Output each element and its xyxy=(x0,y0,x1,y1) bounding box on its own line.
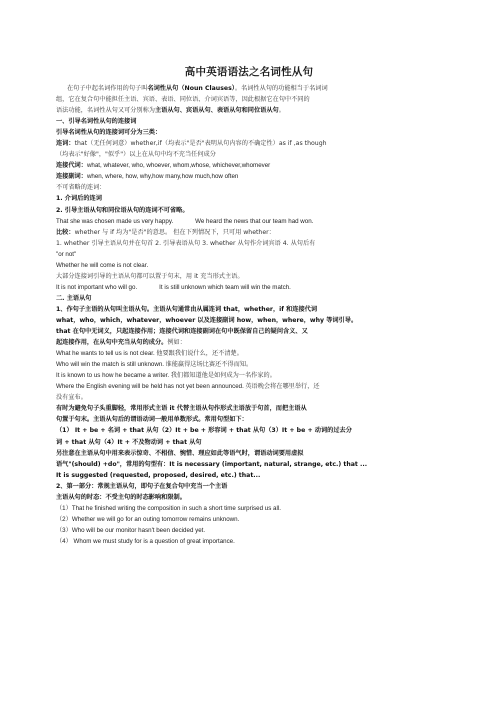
pattern-line-1: （1） It + be + 名词 + that 从句（2）It + be + 形容词 + that 从句（3）It + be + 动词的过去分 xyxy=(56,427,352,435)
pronoun-text: what, whatever, who, whoever, whom,whose, whichever,whomever xyxy=(86,162,271,170)
section-1-heading: 一、引导名词性从句的连接词 xyxy=(56,118,137,126)
example-6-zh: 谁能赢得这场比赛还不得而知。 xyxy=(165,361,253,369)
numbered-example-2: （2）Whether we will go for an outing tomorrow remains unknown. xyxy=(56,515,240,523)
example-6-en: Who will win the match is still unknown. xyxy=(56,361,164,369)
example-4a: It is not important who will go. xyxy=(56,283,138,291)
example-line-3: 大部分连接词引导的主语从句都可以置于句末，用 it 充当形式主语。 xyxy=(56,272,244,280)
section-2-line-2: what，who，which，whatever，whoever 以及连接副词 how，when，where，why 等词引导。 xyxy=(56,316,358,324)
clause-types: 主语从句、宾语从句、表语从句和同位语从句 xyxy=(155,107,279,115)
example-5-zh: 他要跟我们说什么，还不清楚。 xyxy=(156,350,243,358)
section-2-heading: 二. 主语从句 xyxy=(56,294,92,302)
example-1a: That she was chosen made us very happy. xyxy=(56,217,174,225)
example-line-1 xyxy=(56,216,442,227)
conjunction-line xyxy=(56,138,442,149)
example-line-2: Whether he will come is not clear. xyxy=(56,261,149,269)
example-7-zh: 我们都知道他是如何成为一名作家的。 xyxy=(170,372,276,380)
section-2-line-4-bold: 起连接作用，在从句中充当从句的成分。 xyxy=(56,339,168,347)
document-page xyxy=(56,64,442,547)
intro-text-3: 语法功能，名词性从句又可分别称为 xyxy=(56,107,155,115)
intro-text-end: 。名词性从句的功能相当于名词词 xyxy=(234,85,328,92)
example-line-6 xyxy=(56,359,442,370)
intro-term: 名词性从句（Noun Clauses） xyxy=(147,85,235,92)
compare-text: whether 与 if 均为"是否"的意思。 但在下列情况下，只可用 whether： xyxy=(74,228,275,236)
example-line-4 xyxy=(56,282,442,293)
rule-1-line-1: 有时为避免句子头重脚轻，常用形式主语 it 代替主语从句作形式主语放于句首，而把主语从 xyxy=(56,405,307,413)
compare-label: 比较： xyxy=(56,228,75,236)
example-line-5 xyxy=(56,348,442,359)
example-8-zh: 英语晚会将在哪里举行，还 xyxy=(245,383,320,391)
example-line-8-cont: 没有宣布。 xyxy=(56,394,87,402)
intro-paragraph-line-1 xyxy=(56,83,442,94)
intro-paragraph-line-3 xyxy=(56,105,442,116)
intro-period: 。 xyxy=(278,107,285,115)
compare-list-2: "or not" xyxy=(56,250,77,258)
omission-item-2: 2. 引导主语从句和同位语从句的连词不可省略。 xyxy=(56,206,189,214)
example-line-8 xyxy=(56,381,442,392)
section-1-subheading: 引导名词性从句的连接词可分为三类： xyxy=(56,129,162,137)
part-2-heading: 2、第一部分：常规主语从句，即句子在复合句中充当一个主语 xyxy=(56,482,228,490)
example-line-7 xyxy=(56,370,442,381)
adverb-label: 连接副词： xyxy=(56,173,87,181)
adverb-text: when, where, how, why,how many,how much,how often xyxy=(86,173,239,181)
rule-2-line-3: It is suggested (requested, proposed, desired, etc.) that... xyxy=(56,471,261,479)
example-7-en: It is known to us how he became a writer. xyxy=(56,372,170,380)
rule-2-line-2: 语气"(should) +do"，常用的句型有：It is necessary (important, natural, strange, etc.) that ... xyxy=(56,460,368,468)
compare-line xyxy=(56,227,442,238)
pattern-line-2: 词 + that 从句（4）It + 不及物动词 + that 从句 xyxy=(56,438,202,446)
rule-1-line-2: 句置于句末。主语从句后的谓语动词一般用单数形式。常用句型如下： xyxy=(56,416,248,424)
adverb-line xyxy=(56,171,442,182)
numbered-example-4: （4） Whom we must study for is a question of great importance. xyxy=(56,537,235,545)
rule-2-line-1: 另注意在主语从句中用来表示惊奇、不相信、惋惜、理应如此等语气时，谓语动词要用虚拟 xyxy=(56,449,304,457)
section-2-line-4 xyxy=(56,337,442,348)
omission-note: 不可省略的连词： xyxy=(56,184,106,192)
numbered-example-1: （1）That he finished writing the composition in such a short time surprised us all. xyxy=(56,504,281,512)
compare-list: 1. whether 引导主语从句并在句首 2. 引导表语从句 3. whether 从句作介词宾语 4. 从句后有 xyxy=(56,239,316,247)
page-title: 高中英语语法之名词性从句 xyxy=(184,66,314,78)
part-2-subheading: 主语从句的时态：不受主句的时态影响和限制。 xyxy=(56,493,186,501)
numbered-example-3: （3）Who will be our monitor hasn't been decided yet. xyxy=(56,526,206,534)
example-5-en: What he wants to tell us is not clear. xyxy=(56,350,155,358)
conjunction-line-2: （均表示"好像"，"似乎"）以上在从句中均不充当任何成分 xyxy=(56,151,216,159)
conjunction-label: 连词： xyxy=(56,140,75,148)
example-1b: We heard the news that our team had won. xyxy=(195,217,314,225)
pronoun-label: 连接代词： xyxy=(56,162,87,170)
example-8-en: Where the English evening will be held has not yet been announced. xyxy=(56,383,244,391)
intro-text: 在句子中起名词作用的句子叫 xyxy=(67,85,148,92)
conjunction-text: that（无任何词意）whether,if（均表示"是否"表明从句内容的不确定性）as if ,as though xyxy=(74,140,327,148)
omission-item-1: 1. 介词后的连词 xyxy=(56,195,102,203)
section-2-line-3: that 在句中无词义，只起连接作用；连接代词和连接副词在句中既保留自己的疑问含义、又 xyxy=(56,328,308,336)
intro-paragraph-line-2: 组，它在复合句中能担任主语、宾语、表语、同位语、介词宾语等，因此根据它在句中不同的 xyxy=(56,96,310,104)
pronoun-line xyxy=(56,160,442,171)
example-4b: It is still unknown which team will win the match. xyxy=(159,283,291,291)
section-2-line-4-rest: 例如： xyxy=(167,339,186,347)
section-2-line-1: 1、作句子主语的从句叫主语从句。主语从句通常由从属连词 that，whether，if 和连接代词 xyxy=(56,305,318,313)
